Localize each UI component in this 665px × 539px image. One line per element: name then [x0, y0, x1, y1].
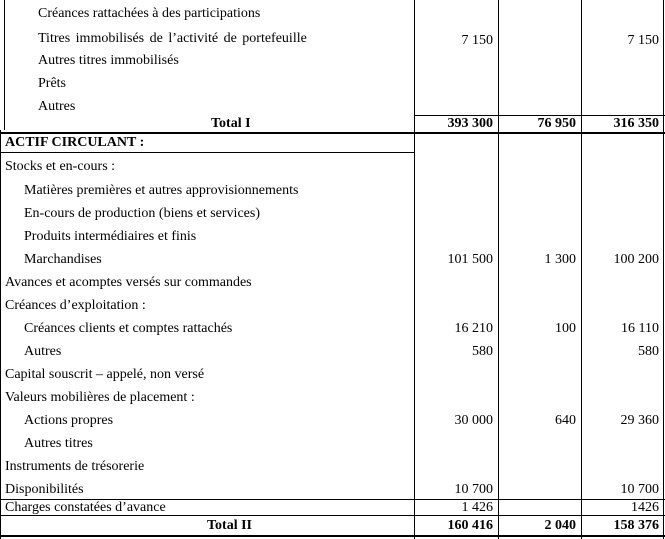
row-label: Matières premières et autres approvisionnements: [24, 183, 299, 198]
row-label: Créances d’exploitation :: [5, 298, 146, 313]
net-value: 158 376: [613, 518, 659, 533]
row-label: Valeurs mobilières de placement :: [5, 390, 195, 405]
row-label: Capital souscrit – appelé, non versé: [5, 367, 205, 382]
gross-value: 30 000: [454, 413, 493, 428]
net-value: 316 350: [613, 116, 659, 131]
depreciation-value: 2 040: [544, 518, 576, 533]
table-row: [0, 157, 665, 179]
table-row: [0, 4, 665, 26]
gross-value: 580: [472, 344, 493, 359]
total-label: Total II: [207, 518, 253, 533]
gross-value: 160 416: [447, 518, 493, 533]
row-label: Titres immobilisés de l’activité de portefeuille: [38, 31, 307, 46]
gross-value: 7 150: [461, 33, 493, 48]
row-label: Créances clients et comptes rattachés: [24, 321, 233, 336]
table-row: [0, 181, 665, 203]
depreciation-value: 640: [555, 413, 576, 428]
table-row: [0, 342, 665, 364]
row-label: Autres: [38, 99, 76, 114]
net-value: 100 200: [613, 252, 659, 267]
row-label: Actions propres: [24, 413, 114, 428]
net-value: 1426: [631, 500, 659, 515]
table-row: [0, 319, 665, 341]
table-row: [0, 74, 665, 96]
section-heading-underline: [0, 152, 415, 153]
table-row: [0, 296, 665, 318]
net-value: 16 110: [621, 321, 659, 336]
row-label: Produits intermédiaires et finis: [24, 229, 197, 244]
row-label: Stocks et en-cours :: [5, 159, 116, 174]
total-rule-bottom: [0, 535, 665, 537]
row-label: En-cours de production (biens et services): [24, 206, 260, 221]
gross-value: 393 300: [447, 116, 493, 131]
row-label: Instruments de trésorerie: [5, 459, 145, 474]
table-row: [0, 29, 665, 51]
table-row: [0, 457, 665, 479]
depreciation-value: 1 300: [544, 252, 576, 267]
gross-value: 16 210: [454, 321, 493, 336]
table-row: [0, 273, 665, 295]
net-value: 7 150: [627, 33, 659, 48]
net-value: 10 700: [620, 482, 659, 497]
row-label: Autres: [24, 344, 62, 359]
gross-value: 10 700: [454, 482, 493, 497]
row-label: Avances et acomptes versés sur commandes: [5, 275, 252, 290]
row-label: Marchandises: [24, 252, 102, 267]
net-value: 580: [638, 344, 659, 359]
depreciation-value: 100: [555, 321, 576, 336]
row-label: Autres titres: [24, 436, 93, 451]
net-value: 29 360: [620, 413, 659, 428]
total-label: Total I: [211, 116, 251, 131]
row-label: Créances rattachées à des participations: [38, 6, 261, 21]
depreciation-value: 76 950: [537, 116, 576, 131]
table-row: [0, 434, 665, 456]
row-label: Disponibilités: [5, 482, 84, 497]
row-label: Prêts: [38, 76, 66, 91]
table-row: [0, 411, 665, 433]
table-row: [0, 250, 665, 272]
table-row: [0, 388, 665, 410]
gross-value: 101 500: [447, 252, 493, 267]
row-label: Charges constatées d’avance: [5, 500, 166, 515]
table-row: [0, 51, 665, 73]
gross-value: 1 426: [461, 500, 493, 515]
table-row: [0, 365, 665, 387]
table-row: [0, 227, 665, 249]
section-heading: ACTIF CIRCULANT :: [5, 135, 145, 150]
table-row: [0, 204, 665, 226]
row-label: Autres titres immobilisés: [38, 53, 179, 68]
